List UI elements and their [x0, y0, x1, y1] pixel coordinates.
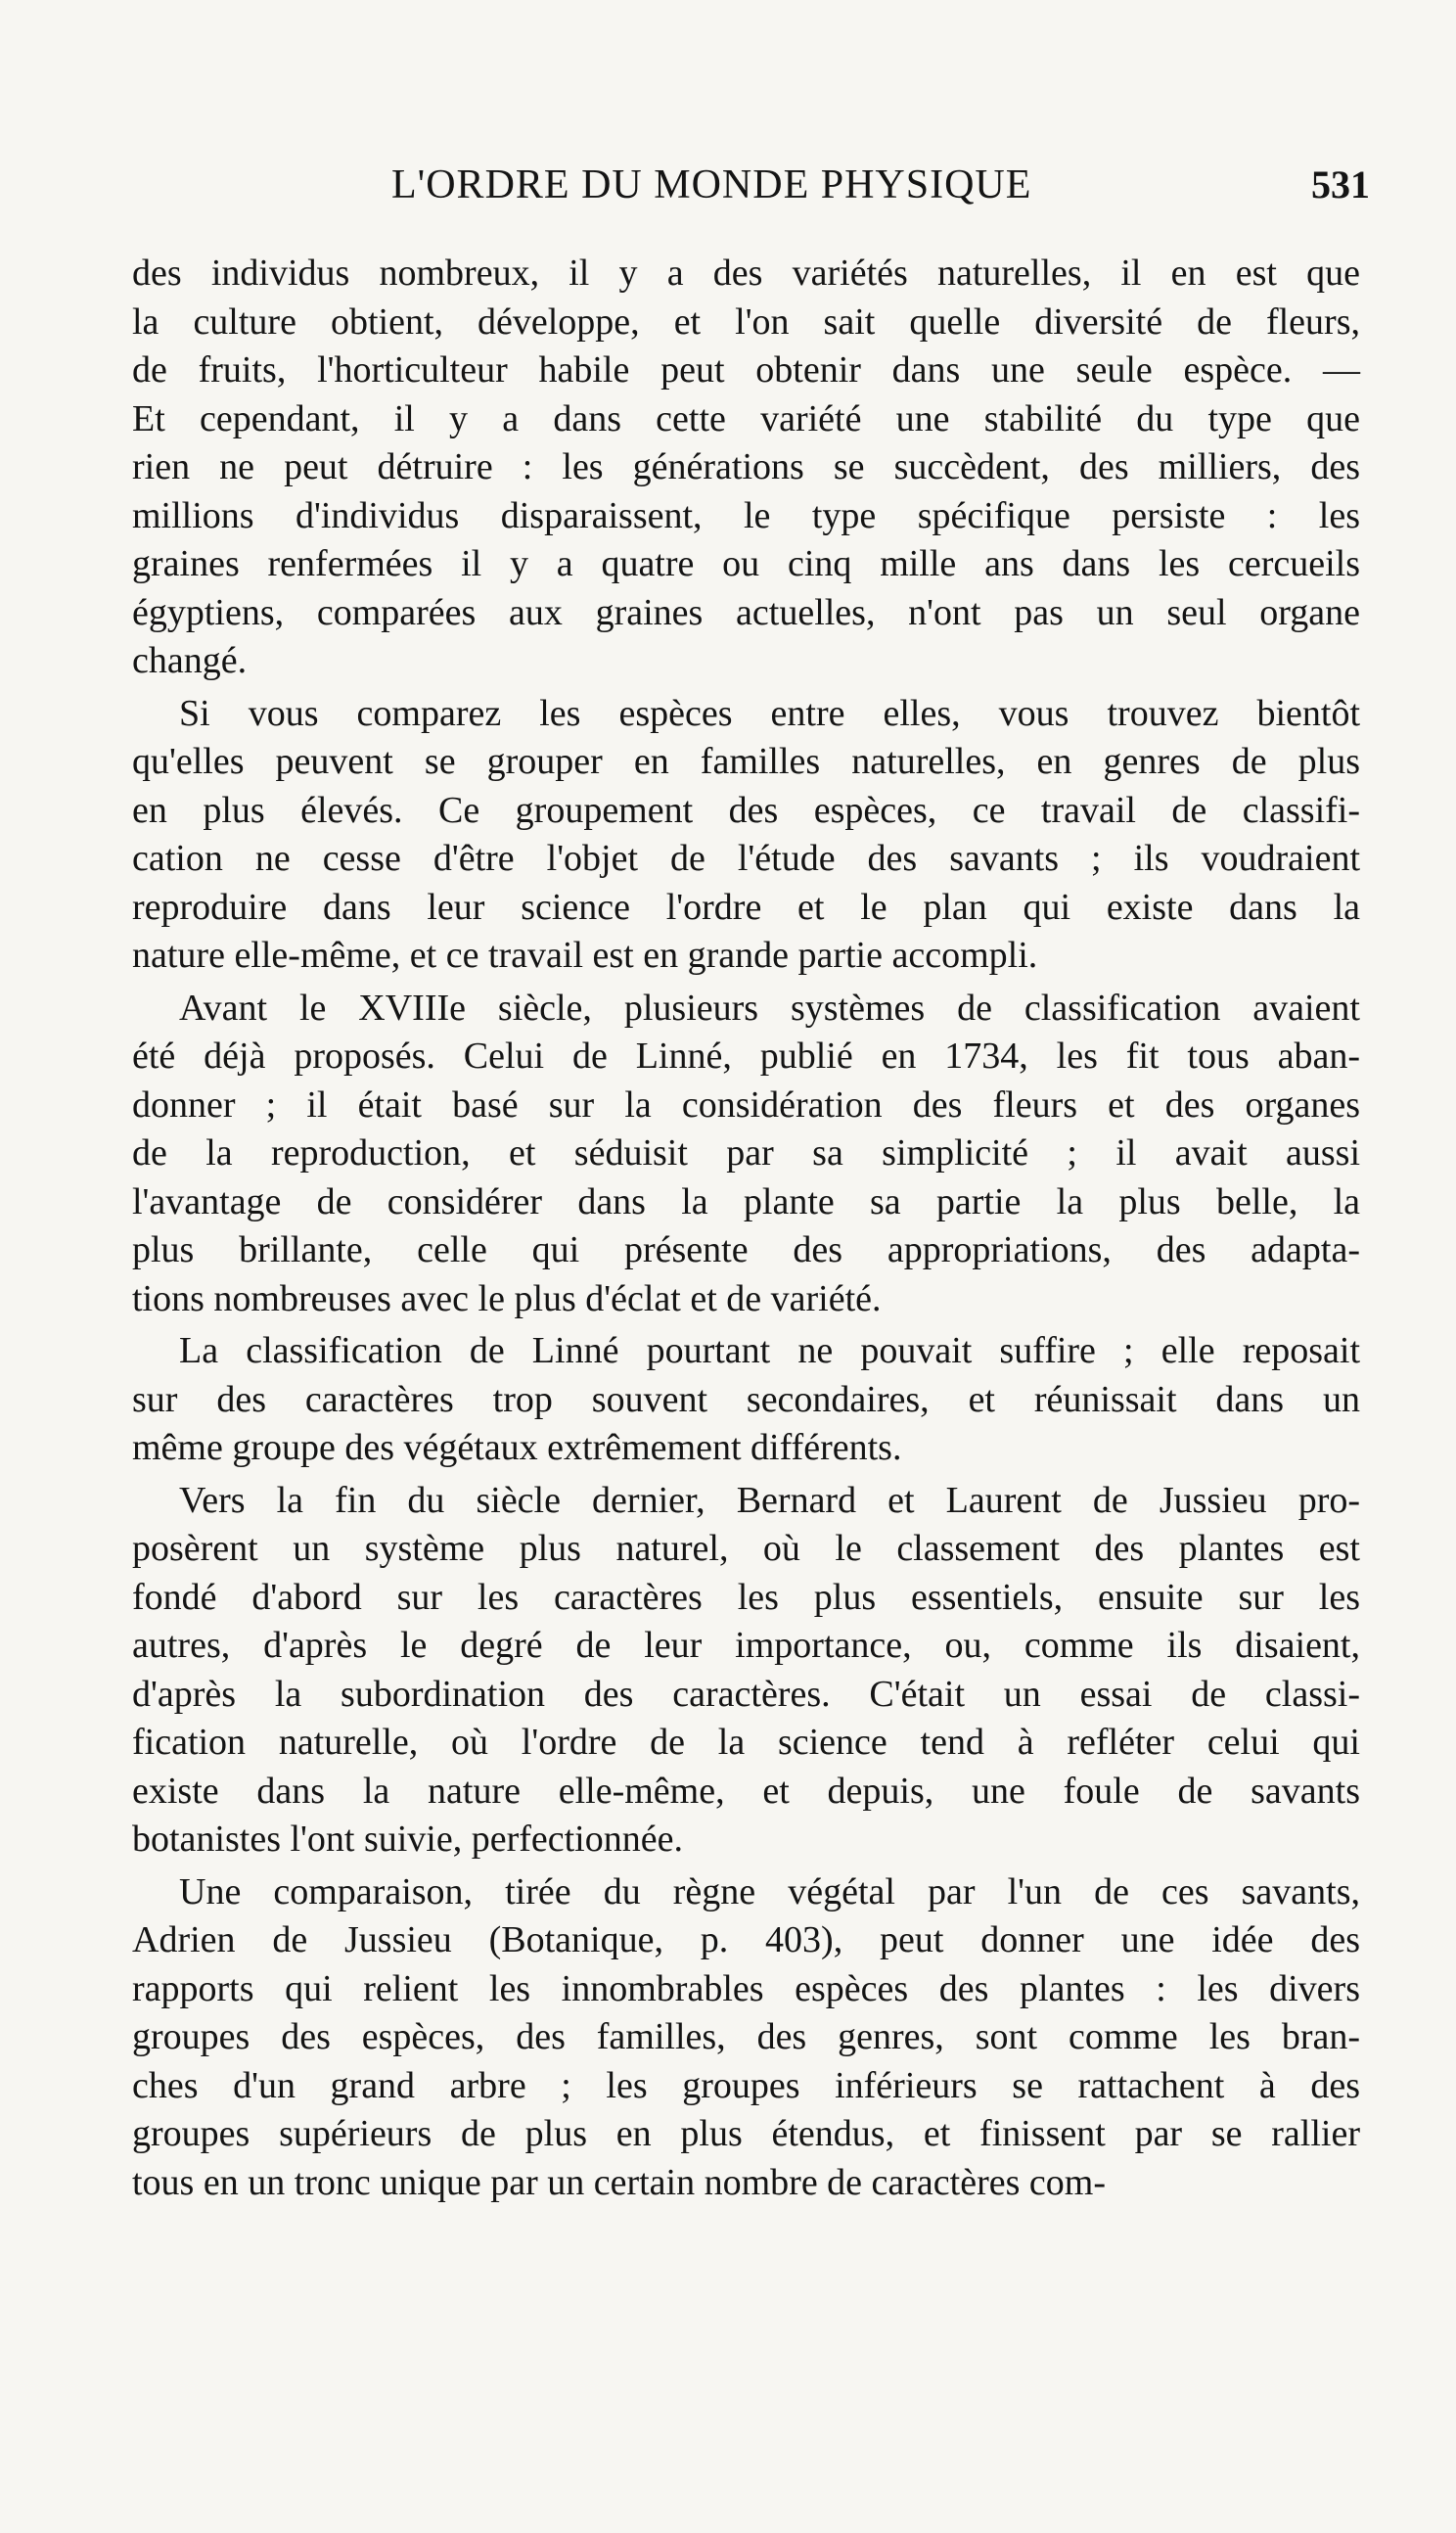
- text-line: nature elle-même, et ce travail est en grande partie accompli.: [132, 935, 1038, 976]
- text-line: Vers la fin du siècle dernier, Bernard et Laurent de Jussieu pro-: [179, 1479, 1360, 1521]
- text-line: Si vous comparez les espèces entre elles, vous trouvez bientôt: [179, 692, 1360, 734]
- text-line: Avant le XVIIIe siècle, plusieurs systèmes de classification avaient: [179, 987, 1360, 1029]
- text-line: fondé d'abord sur les caractères les plus essentiels, ensuite sur les: [132, 1576, 1360, 1618]
- running-title: L'ORDRE DU MONDE PHYSIQUE: [391, 162, 1032, 207]
- text-line: groupes supérieurs de plus en plus étendus, et finissent par se rallier: [132, 2113, 1360, 2154]
- paragraph: [132, 1868, 1360, 2208]
- text-line: l'avantage de considérer dans la plante sa partie la plus belle, la: [132, 1180, 1360, 1222]
- text-line: égyptiens, comparées aux graines actuelles, n'ont pas un seul organe: [132, 591, 1360, 633]
- text-line: d'après la subordination des caractères. C'était un essai de classi-: [132, 1673, 1360, 1715]
- text-line: cation ne cesse d'être l'objet de l'étude des savants ; ils voudraient: [132, 838, 1360, 879]
- body-text: [132, 250, 1360, 2211]
- text-line: la culture obtient, développe, et l'on sait quelle diversité de fleurs,: [132, 300, 1360, 343]
- text-line: en plus élevés. Ce groupement des espèces, ce travail de classifi-: [132, 789, 1360, 831]
- text-line: fication naturelle, où l'ordre de la science tend à refléter celui qui: [132, 1722, 1360, 1763]
- paragraph: [132, 250, 1360, 686]
- text-line: sur des caractères trop souvent secondaires, et réunissait dans un: [132, 1378, 1360, 1420]
- text-line: changé.: [132, 640, 248, 681]
- text-line: posèrent un système plus naturel, où le classement des plantes est: [132, 1528, 1360, 1569]
- paragraph: [132, 1477, 1360, 1865]
- text-line: ches d'un grand arbre ; les groupes inférieurs se rattachent à des: [132, 2064, 1360, 2106]
- text-line: reproduire dans leur science l'ordre et le plan qui existe dans la: [132, 886, 1360, 928]
- text-line: Et cependant, il y a dans cette variété une stabilité du type que: [132, 397, 1360, 439]
- text-line: tions nombreuses avec le plus d'éclat et de variété.: [132, 1277, 882, 1319]
- text-line: plus brillante, celle qui présente des appropriations, des adapta-: [132, 1229, 1360, 1270]
- text-line: Adrien de Jussieu (Botanique, p. 403), peut donner une idée des: [132, 1919, 1360, 1960]
- text-line: graines renfermées il y a quatre ou cinq mille ans dans les cercueils: [132, 543, 1360, 584]
- paragraph: [132, 690, 1360, 981]
- text-line: millions d'individus disparaissent, le type spécifique persiste : les: [132, 494, 1360, 536]
- paragraph: [132, 1327, 1360, 1473]
- text-line: qu'elles peuvent se grouper en familles naturelles, en genres de plus: [132, 741, 1360, 782]
- text-line: été déjà proposés. Celui de Linné, publié en 1734, les fit tous aban-: [132, 1036, 1360, 1077]
- text-line: même groupe des végétaux extrêmement différents.: [132, 1427, 902, 1468]
- text-line: autres, d'après le degré de leur importance, ou, comme ils disaient,: [132, 1625, 1360, 1666]
- text-line: La classification de Linné pourtant ne pouvait suffire ; elle reposait: [179, 1330, 1360, 1371]
- text-line: botanistes l'ont suivie, perfectionnée.: [132, 1819, 683, 1860]
- text-line: groupes des espèces, des familles, des genres, sont comme les bran-: [132, 2016, 1360, 2057]
- text-line: existe dans la nature elle-même, et depuis, une foule de savants: [132, 1770, 1360, 1812]
- paragraph: [132, 985, 1360, 1324]
- text-line: Une comparaison, tirée du règne végétal par l'un de ces savants,: [179, 1870, 1360, 1912]
- text-line: donner ; il était basé sur la considération des fleurs et des organes: [132, 1083, 1360, 1126]
- text-line: des individus nombreux, il y a des variétés naturelles, il en est que: [132, 253, 1360, 294]
- text-line: de la reproduction, et séduisit par sa simplicité ; il avait aussi: [132, 1132, 1360, 1174]
- page-number: 531: [1311, 162, 1370, 207]
- page-header: [196, 161, 1370, 220]
- text-line: tous en un tronc unique par un certain nombre de caractères com-: [132, 2161, 1106, 2203]
- text-line: rapports qui relient les innombrables espèces des plantes : les divers: [132, 1967, 1360, 2009]
- text-line: de fruits, l'horticulteur habile peut obtenir dans une seule espèce. —: [132, 349, 1360, 391]
- text-line: rien ne peut détruire : les générations se succèdent, des milliers, des: [132, 446, 1360, 487]
